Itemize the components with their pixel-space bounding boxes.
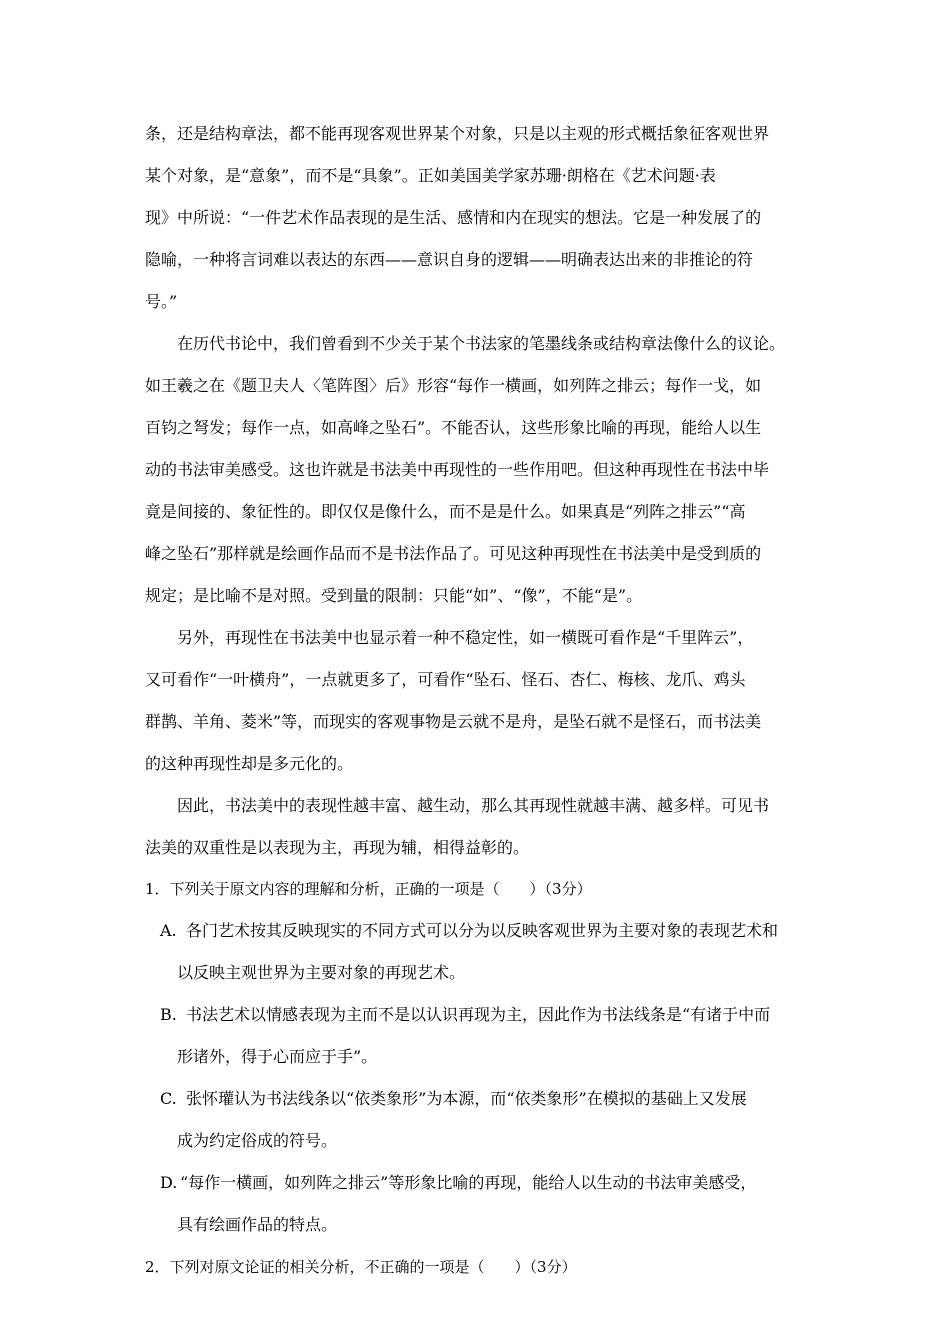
option-a-text: 以反映主观世界为主要对象的再现艺术。 [177, 963, 466, 982]
option-d-text: “每作一横画，如列阵之排云”等形象比喻的再现，能给人以生动的书法审美感受， [180, 1173, 757, 1192]
passage-line: 条，还是结构章法，都不能再现客观世界某个对象，只是以主观的形式概括象征客观世界 [145, 124, 770, 143]
option-c-text: 成为约定俗成的符号。 [177, 1131, 338, 1150]
paragraph-first-line: 因此，书法美中的表现性越丰富、越生动，那么其再现性就越丰满、越多样。可见书 [177, 796, 770, 815]
question-1-stem: 1．下列关于原文内容的理解和分析，正确的一项是（ ）（3分） [145, 880, 592, 898]
passage-line: 某个对象，是“意象”，而不是“具象”。正如美国美学家苏珊·朗格在《艺术问题·表 [145, 166, 716, 185]
passage-line: 法美的双重性是以表现为主，再现为辅，相得益彰的。 [145, 838, 530, 857]
passage-line: 隐喻，一种将言词难以表达的东西——意识自身的逻辑——明确表达出来的非推论的符 [145, 250, 754, 269]
option-b-label: B. [160, 1005, 177, 1024]
option-a-label: A. [160, 921, 177, 940]
passage-line: 现》中所说：“一件艺术作品表现的是生活、感情和内在现实的想法。它是一种发展了的 [145, 208, 762, 227]
passage-line: 的这种再现性却是多元化的。 [145, 754, 354, 773]
passage-line: 峰之坠石”那样就是绘画作品而不是书法作品了。可见这种再现性在书法美中是受到质的 [145, 544, 762, 563]
passage-line: 群鹊、羊角、菱米”等，而现实的客观事物是云就不是舟，是坠石就不是怪石，而书法美 [145, 712, 762, 731]
option-b-text: 形诸外，得于心而应于手”。 [177, 1047, 378, 1066]
question-2-stem: 2．下列对原文论证的相关分析，不正确的一项是（ ）（3分） [145, 1258, 577, 1276]
paragraph-first-line: 另外，再现性在书法美中也显示着一种不稳定性，如一横既可看作是“千里阵云”， [177, 628, 754, 647]
passage-line: 竟是间接的、象征性的。即仅仅是像什么，而不是是什么。如果真是“列阵之排云”“高 [145, 502, 746, 521]
passage-line: 号。” [145, 292, 178, 311]
paragraph-first-line: 在历代书论中，我们曾看到不少关于某个书法家的笔墨线条或结构章法像什么的议论。 [177, 334, 786, 353]
option-d-text: 具有绘画作品的特点。 [177, 1215, 338, 1234]
option-d-label: D. [160, 1173, 178, 1192]
passage-line: 百钧之弩发；每作一点，如高峰之坠石”。不能否认，这些形象比喻的再现，能给人以生 [145, 418, 762, 437]
option-c-text: 张怀瓘认为书法线条以“依类象形”为本源，而“依类象形”在模拟的基础上又发展 [186, 1089, 747, 1108]
option-b-text: 书法艺术以情感表现为主而不是以认识再现为主，因此作为书法线条是“有诸于中而 [186, 1005, 771, 1024]
passage-line: 又可看作“一叶横舟”，一点就更多了，可看作“坠石、怪石、杏仁、梅核、龙爪、鸡头 [145, 670, 746, 689]
option-c-label: C. [160, 1089, 177, 1108]
passage-line: 规定；是比喻不是对照。受到量的限制：只能“如”、“像”，不能“是”。 [145, 586, 643, 605]
option-a-text: 各门艺术按其反映现实的不同方式可以分为以反映客观世界为主要对象的表现艺术和 [186, 921, 779, 940]
passage-line: 动的书法审美感受。这也许就是书法美中再现性的一些作用吧。但这种再现性在书法中毕 [145, 460, 770, 479]
passage-line: 如王羲之在《题卫夫人〈笔阵图〉后》形容“每作一横画，如列阵之排云；每作一戈，如 [145, 376, 762, 395]
